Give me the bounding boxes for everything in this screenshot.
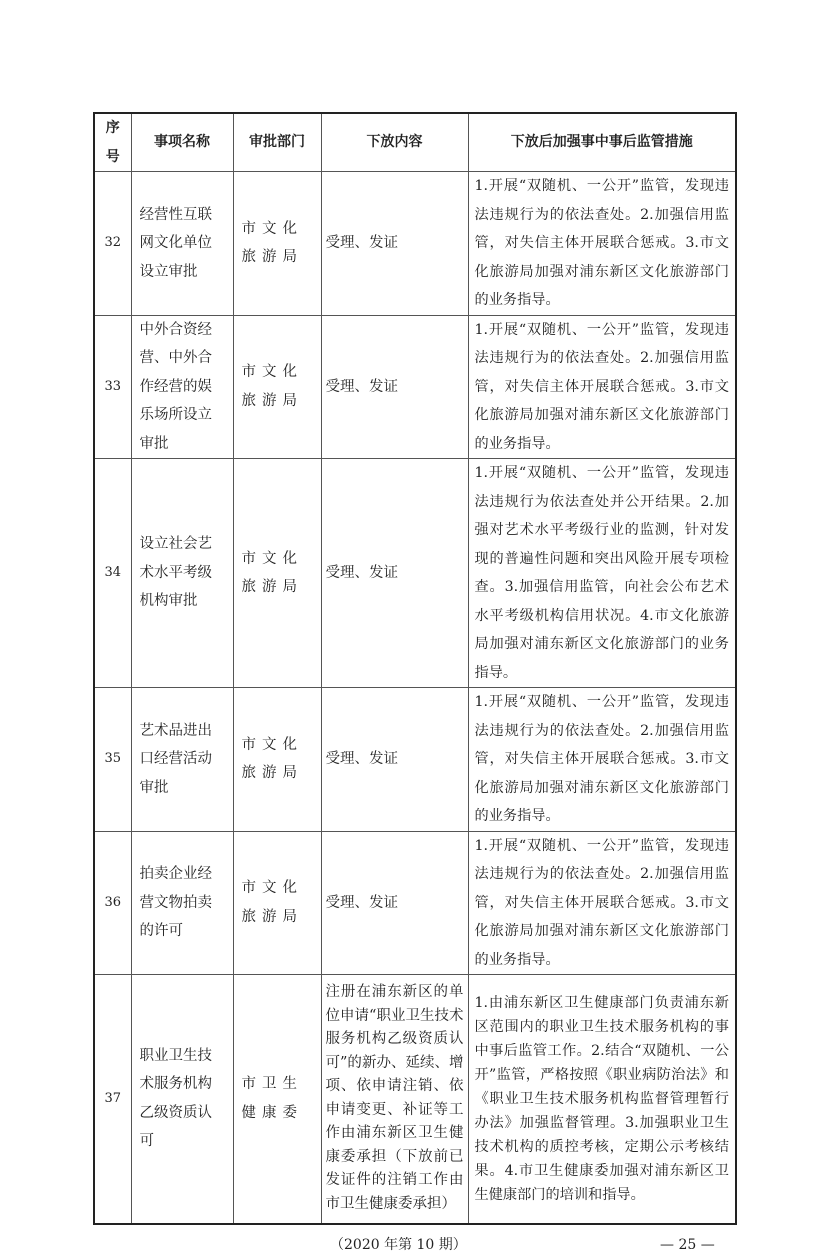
- row-measures: 1.开展“双随机、一公开”监管，发现违法违规行为依法查处并公开结果。2.加强对艺术水平考级行业的监测，针对发现的普遍性问题和突出风险开展专项检查。3.加强信用监管，向社会公布艺术水平考级机构信用状况。4.市文化旅游局加强对浦东新区文化旅游部门的业务指导。: [468, 459, 736, 688]
- row-dept: 市文化旅游局: [233, 459, 321, 688]
- row-name: 中外合资经营、中外合作经营的娱乐场所设立审批: [131, 315, 233, 459]
- row-name: 经营性互联网文化单位设立审批: [131, 172, 233, 316]
- row-measures: 1.开展“双随机、一公开”监管，发现违法违规行为的依法查处。2.加强信用监管，对失信主体开展联合惩戒。3.市文化旅游局加强对浦东新区文化旅游部门的业务指导。: [468, 831, 736, 975]
- row-content: 受理、发证: [321, 459, 468, 688]
- header-dept: 审批部门: [233, 113, 321, 172]
- row-content: 受理、发证: [321, 831, 468, 975]
- row-name: 职业卫生技术服务机构乙级资质认可: [131, 975, 233, 1224]
- page-footer: [93, 1233, 735, 1257]
- row-dept: 市文化旅游局: [233, 688, 321, 832]
- row-measures: 1.开展“双随机、一公开”监管，发现违法违规行为的依法查处。2.加强信用监管，对失信主体开展联合惩戒。3.市文化旅游局加强对浦东新区文化旅游部门的业务指导。: [468, 315, 736, 459]
- issue-label: （2020 年第 10 期）: [330, 1236, 467, 1253]
- row-no: 36: [94, 831, 131, 975]
- header-content: 下放内容: [321, 113, 468, 172]
- row-dept: 市文化旅游局: [233, 172, 321, 316]
- table-row: [94, 975, 736, 1224]
- row-no: 35: [94, 688, 131, 832]
- row-no: 34: [94, 459, 131, 688]
- row-content: 受理、发证: [321, 688, 468, 832]
- table-row: [94, 315, 736, 459]
- items-table: [93, 112, 737, 1225]
- row-measures: 1.由浦东新区卫生健康部门负责浦东新区范围内的职业卫生技术服务机构的事中事后监管工作。2.结合“双随机、一公开”监管，严格按照《职业病防治法》和《职业卫生技术服务机构监督管理暂行办法》加强监督管理。3.加强职业卫生技术机构的质控考核，定期公示考核结果。4.市卫生健康委加强对浦东新区卫生健康部门的培训和指导。: [468, 975, 736, 1224]
- row-content: 受理、发证: [321, 172, 468, 316]
- page-number: — 25 —: [660, 1236, 715, 1253]
- row-measures: 1.开展“双随机、一公开”监管，发现违法违规行为的依法查处。2.加强信用监管，对失信主体开展联合惩戒。3.市文化旅游局加强对浦东新区文化旅游部门的业务指导。: [468, 688, 736, 832]
- table-row: [94, 831, 736, 975]
- row-no: 37: [94, 975, 131, 1224]
- row-no: 33: [94, 315, 131, 459]
- table-header-row: [94, 113, 736, 172]
- header-measures: 下放后加强事中事后监管措施: [468, 113, 736, 172]
- row-measures: 1.开展“双随机、一公开”监管，发现违法违规行为的依法查处。2.加强信用监管，对失信主体开展联合惩戒。3.市文化旅游局加强对浦东新区文化旅游部门的业务指导。: [468, 172, 736, 316]
- row-no: 32: [94, 172, 131, 316]
- row-name: 设立社会艺术水平考级机构审批: [131, 459, 233, 688]
- row-content: 注册在浦东新区的单位申请“职业卫生技术服务机构乙级资质认可”的新办、延续、增项、依申请注销、依申请变更、补证等工作由浦东新区卫生健康委承担（下放前已发证件的注销工作由市卫生健康委承担）: [321, 975, 468, 1224]
- row-name: 拍卖企业经营文物拍卖的许可: [131, 831, 233, 975]
- row-content: 受理、发证: [321, 315, 468, 459]
- row-dept: 市文化旅游局: [233, 315, 321, 459]
- table-row: [94, 459, 736, 688]
- row-dept: 市文化旅游局: [233, 831, 321, 975]
- row-name: 艺术品进出口经营活动审批: [131, 688, 233, 832]
- header-name: 事项名称: [131, 113, 233, 172]
- table-row: [94, 172, 736, 316]
- row-dept: 市卫生健康委: [233, 975, 321, 1224]
- header-no: 序号: [94, 113, 131, 172]
- table-row: [94, 688, 736, 832]
